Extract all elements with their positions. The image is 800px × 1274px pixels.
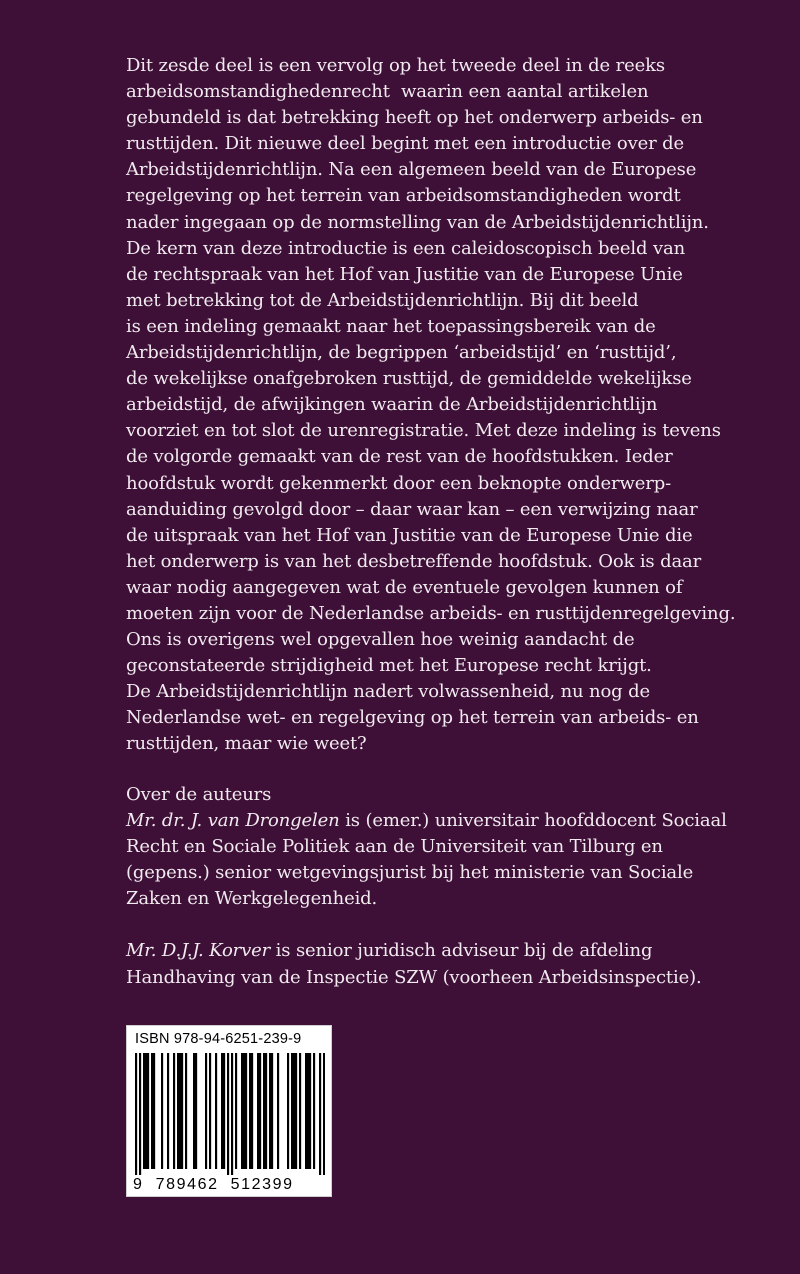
author-bio-line: Recht en Sociale Politiek aan de Universiteit van Tilburg en (126, 836, 663, 858)
author-name-drongelen: Mr. dr. J. van Drongelen (126, 810, 340, 832)
barcode-digits: 9 789462 512399 (133, 1176, 294, 1193)
barcode-bar (195, 1053, 197, 1169)
barcode-bar (185, 1053, 187, 1169)
barcode-bar (293, 1053, 295, 1169)
author-name-korver: Mr. D.J.J. Korver (126, 940, 271, 962)
blurb-line: rusttijden. Dit nieuwe deel begint met een introductie over de (126, 133, 685, 155)
barcode-bar (291, 1053, 293, 1169)
barcode-bar (209, 1053, 211, 1169)
spacer (126, 912, 766, 938)
barcode-bar (221, 1053, 223, 1169)
blurb-line: het onderwerp is van het desbetreffende hoofdstuk. Ook is daar (126, 550, 702, 572)
barcode-bar (235, 1053, 237, 1169)
about-authors-section (126, 782, 766, 991)
barcode-bar (307, 1053, 309, 1169)
barcode-bar (215, 1053, 217, 1169)
blurb-line: rusttijden, maar wie weet? (126, 733, 367, 755)
barcode-bar (161, 1053, 163, 1169)
barcode-bar (251, 1053, 253, 1169)
blurb-line: Ons is overigens wel opgevallen hoe weinig aandacht de (126, 629, 635, 651)
barcode-bar (277, 1053, 279, 1169)
blurb-line: hoofdstuk wordt gekenmerkt door een beknopte onderwerp- (126, 472, 671, 494)
blurb-line: met betrekking tot de Arbeidstijdenrichtlijn. Bij dit beeld (126, 289, 639, 311)
author-bio-line: (gepens.) senior wetgevingsjurist bij het ministerie van Sociale (126, 862, 694, 884)
barcode-bar (231, 1053, 233, 1175)
barcode-bar (295, 1053, 297, 1169)
barcode-bar (167, 1053, 169, 1169)
blurb-line: Arbeidstijdenrichtlijn. Na een algemeen beeld van de Europese (126, 159, 697, 181)
blurb-line: regelgeving op het terrein van arbeidsomstandigheden wordt (126, 185, 681, 207)
blurb-line: aanduiding gevolgd door – daar waar kan – een verwijzing naar (126, 498, 698, 520)
barcode-bar (147, 1053, 149, 1169)
blurb-line: de rechtspraak van het Hof van Justitie van de Europese Unie (126, 263, 683, 285)
author-bio-line: is (emer.) universitair hoofddocent Sociaal (339, 810, 727, 832)
blurb-text (126, 53, 766, 758)
blurb-line: is een indeling gemaakt naar het toepassingsbereik van de (126, 315, 656, 337)
barcode-bar (139, 1053, 141, 1175)
barcode-bar (173, 1053, 175, 1169)
isbn-barcode (126, 1025, 332, 1197)
blurb-line: Dit zesde deel is een vervolg op het tweede deel in de reeks (126, 55, 665, 76)
barcode-bar (265, 1053, 267, 1169)
blurb-line: De kern van deze introductie is een caleidoscopisch beeld van (126, 237, 686, 259)
barcode-bar (249, 1053, 251, 1169)
barcode-bar (151, 1053, 153, 1169)
blurb-line: nader ingegaan op de normstelling van de Arbeidstijdenrichtlijn. (126, 211, 709, 233)
barcode-bar (309, 1053, 311, 1169)
author-bio-line: Zaken en Werkgelegenheid. (126, 888, 378, 910)
barcode-bar (305, 1053, 307, 1169)
barcode-bar (259, 1053, 261, 1169)
barcode-bar (243, 1053, 245, 1169)
blurb-line: waar nodig aangegeven wat de eventuele gevolgen kunnen of (126, 576, 683, 598)
authors-heading: Over de auteurs (126, 784, 272, 805)
barcode-bar (181, 1053, 183, 1169)
blurb-line: De Arbeidstijdenrichtlijn nadert volwassenheid, nu nog de (126, 681, 650, 703)
blurb-line: voorziet en tot slot de urenregistratie. Met deze indeling is tevens (126, 420, 721, 442)
barcode-bars (135, 1053, 325, 1175)
barcode-bar (263, 1053, 265, 1169)
author-bio-line: is senior juridisch adviseur bij de afdeling (270, 940, 653, 962)
barcode-bar (145, 1053, 147, 1169)
barcode-bar (299, 1053, 301, 1169)
barcode-bar (241, 1053, 243, 1169)
blurb-line: Arbeidstijdenrichtlijn, de begrippen ‘arbeidstijd’ en ‘rusttijd’, (126, 342, 677, 364)
barcode-bar (257, 1053, 259, 1169)
barcode-bar (177, 1053, 179, 1169)
barcode-bar (135, 1053, 137, 1175)
barcode-bar (269, 1053, 271, 1169)
blurb-line: gebundeld is dat betrekking heeft op het onderwerp arbeids- en (126, 107, 703, 129)
barcode-bar (245, 1053, 247, 1169)
barcode-bar (227, 1053, 229, 1175)
barcode-bar (271, 1053, 273, 1169)
blurb-line: geconstateerde strijdigheid met het Europese recht krijgt. (126, 655, 652, 677)
blurb-line: de volgorde gemaakt van de rest van de hoofdstukken. Ieder (126, 446, 673, 468)
barcode-bar (287, 1053, 289, 1169)
blurb-line: de wekelijkse onafgebroken rusttijd, de gemiddelde wekelijkse (126, 368, 692, 390)
barcode-bar (143, 1053, 145, 1169)
barcode-bar (153, 1053, 155, 1169)
author-bio-korver (126, 938, 766, 964)
blurb-line: Nederlandse wet- en regelgeving op het terrein van arbeids- en (126, 707, 699, 729)
isbn-label: ISBN 978-94-6251-239-9 (135, 1031, 302, 1047)
barcode-bar (319, 1053, 321, 1175)
blurb-line: arbeidstijd, de afwijkingen waarin de Arbeidstijdenrichtlijn (126, 394, 658, 416)
barcode-bar (323, 1053, 325, 1175)
barcode-bar (193, 1053, 195, 1169)
author-bio-drongelen (126, 808, 766, 834)
author-bio-line: Handhaving van de Inspectie SZW (voorheen Arbeidsinspectie). (126, 966, 702, 988)
barcode-bar (313, 1053, 315, 1169)
barcode-bar (179, 1053, 181, 1169)
barcode-bar (205, 1053, 207, 1169)
barcode-bar (223, 1053, 225, 1169)
blurb-line: de uitspraak van het Hof van Justitie van de Europese Unie die (126, 524, 693, 546)
blurb-line: arbeidsomstandighedenrecht waarin een aantal artikelen (126, 81, 649, 103)
blurb-line: moeten zijn voor de Nederlandse arbeids- en rusttijdenregelgeving. (126, 602, 736, 624)
